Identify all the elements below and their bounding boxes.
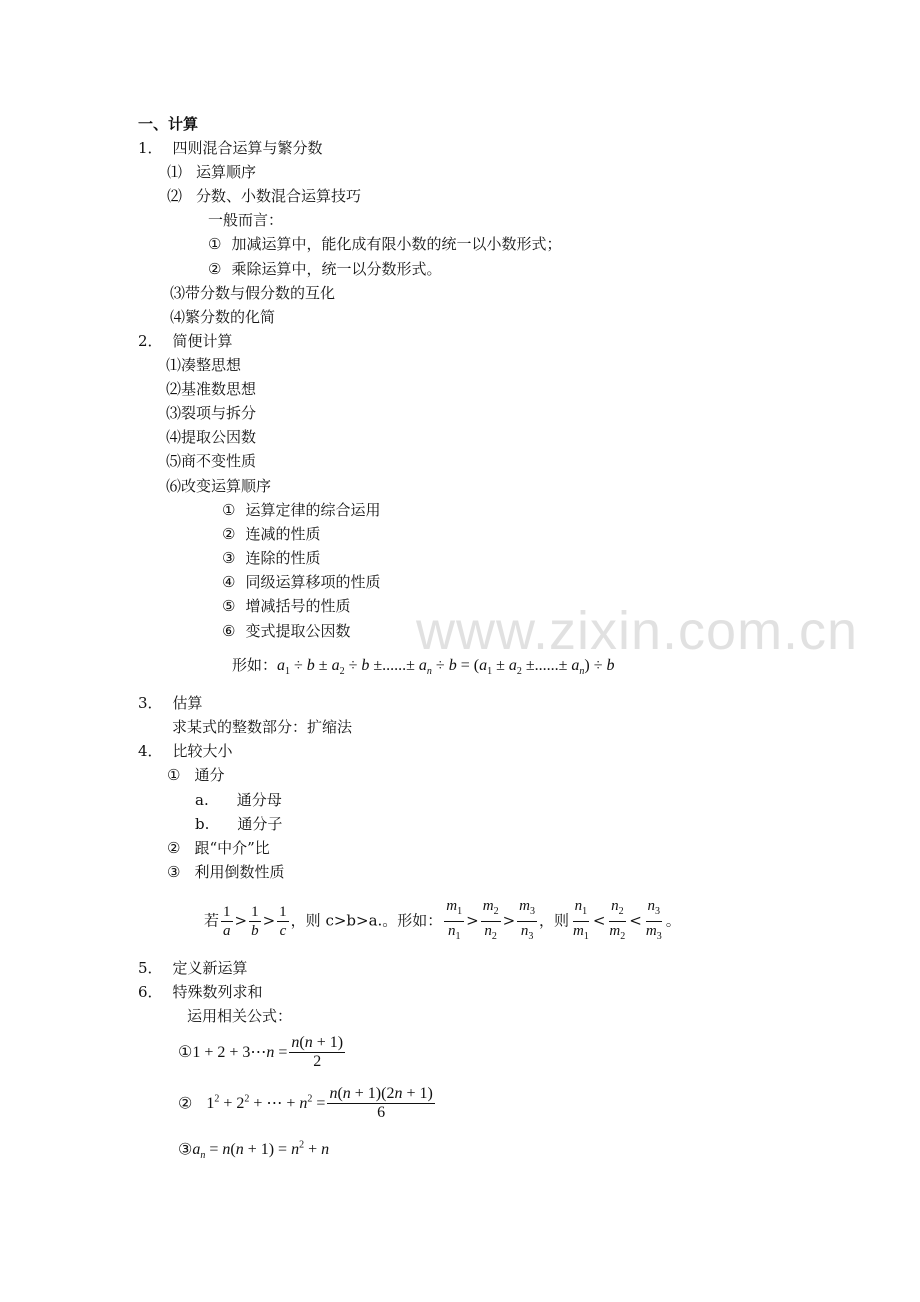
item-label: 四则混合运算与繁分数: [172, 139, 323, 157]
estimate-method: 求某式的整数部分：扩缩法: [172, 718, 353, 736]
rule-3: ③ 连除的性质: [222, 549, 321, 567]
item-4: 4． 比较大小: [138, 742, 233, 760]
sub-item-2-3: ⑶裂项与拆分: [166, 404, 257, 422]
compare-method-1b: b. 通分子: [195, 815, 283, 833]
rule-5: ⑤ 增减括号的性质: [222, 597, 351, 615]
technique-2: ② 乘除运算中，统一以分数形式。: [208, 260, 442, 278]
compare-method-1: ① 通分: [167, 766, 225, 784]
item-5: 5． 定义新运算: [138, 959, 248, 977]
rule-6: ⑥ 变式提取公因数: [222, 622, 351, 640]
rule-2: ② 连减的性质: [222, 525, 321, 543]
sub-item-2-4: ⑷提取公因数: [166, 428, 257, 446]
sub-item-1-4: ⑷繁分数的化简: [170, 308, 276, 326]
sub-item-1-2: ⑵ 分数、小数混合运算技巧: [167, 187, 362, 205]
sub-item-1-3: ⑶带分数与假分数的互化: [170, 284, 336, 302]
sum-formula-1: ①1 + 2 + 3⋯n = $\frac{n(n + 1)}{2}$: [178, 1034, 344, 1070]
sub-item-2-2: ⑵基准数思想: [166, 380, 257, 398]
item-number: 1．: [138, 139, 163, 157]
section-title: 一、计算: [138, 115, 199, 133]
item-6: 6． 特殊数列求和: [138, 983, 263, 1001]
item-3: 3． 估算: [138, 694, 203, 712]
sum-formula-3: $③a_n = n(n + 1) = n^2 + n$: [178, 1139, 330, 1162]
rule-1: ① 运算定律的综合运用: [222, 501, 381, 519]
sub-item-1-1: ⑴ 运算顺序: [167, 163, 257, 181]
sub-item-2-6: ⑹改变运算顺序: [166, 477, 272, 495]
compare-method-1a: a. 通分母: [195, 791, 282, 809]
sub-item-2-1: ⑴凑整思想: [166, 356, 242, 374]
technique-1: ① 加减运算中，能化成有限小数的统一以小数形式；: [208, 235, 562, 253]
compare-method-3: ③ 利用倒数性质: [167, 863, 285, 881]
item-2: 2． 简便计算: [138, 332, 233, 350]
formula-intro: 运用相关公式：: [187, 1007, 293, 1025]
sum-formula-2: ② $1^2 + 2^2$ + ⋯ + $n^2$ = $\frac{n(n + 1)(2n + 1)}{6}$: [178, 1085, 433, 1122]
rule-4: ④ 同级运算移项的性质: [222, 573, 381, 591]
general-note: 一般而言：: [208, 211, 284, 229]
item-1: [138, 138, 323, 158]
reciprocal-formula: 若 $\frac{1}{a}$ > $\frac{1}{b}$ > $\frac{1}{c}$ ，则 c>b>a.。形如： $\frac{m_1}{n_1}$ > $\frac{m_2}{n_2}$ > $\frac{m_3}{n_3}$ ，则 $\frac{n_1}{m_1}$ < $\frac{n_2}{m_2}$ < $\frac{n_3}{m_3}$ 。: [204, 898, 681, 942]
sub-item-2-5: ⑸商不变性质: [166, 452, 257, 470]
formula-common-factor: 形如：$a_1 \div b \pm a_2 \div b$ ±......± $a_n \div b = (a_1 \pm a_2$ ±......± $a_n) \div b$: [232, 656, 615, 678]
watermark: www.zixin.com.cn: [416, 601, 859, 661]
compare-method-2: ② 跟“中介”比: [167, 839, 270, 857]
